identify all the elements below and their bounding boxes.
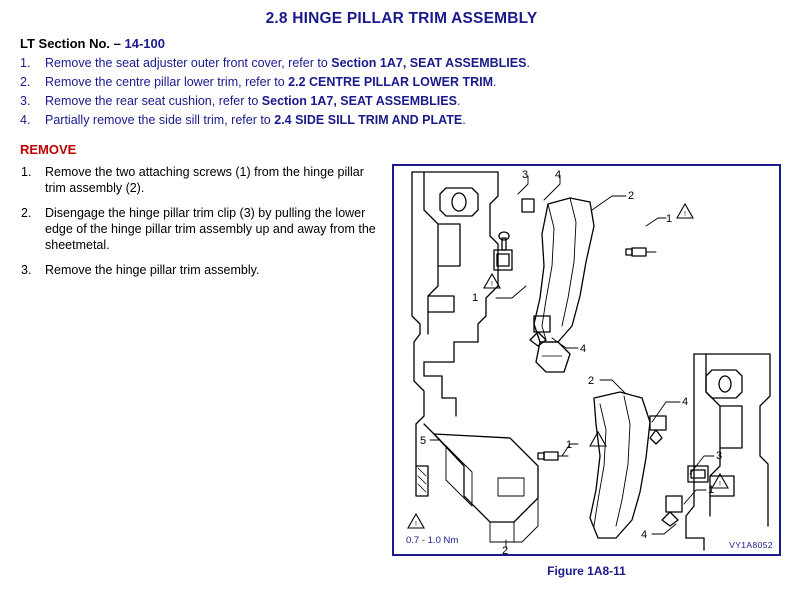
- preliminary-steps-list: [18, 56, 785, 129]
- torque-note: [406, 535, 458, 546]
- remove-section-body: [18, 164, 785, 578]
- svg-text:!: !: [684, 211, 686, 218]
- lt-section-label: LT Section No. –: [20, 36, 125, 51]
- callout-1-upper-left: 1: [472, 292, 479, 304]
- list-item: [18, 94, 785, 110]
- list-item-number: 3.: [20, 94, 31, 109]
- list-item-number: 3.: [21, 263, 32, 277]
- remove-steps-list: [18, 164, 384, 278]
- list-item-number: 4.: [20, 113, 31, 128]
- svg-text:!: !: [719, 481, 721, 488]
- list-item-text: Disengage the hinge pillar trim clip (3) by pulling the lower edge of the hinge pillar trim assembly up and away from the sheetmetal.: [45, 206, 376, 252]
- torque-value: 0.7 - 1.0 Nm: [406, 535, 459, 546]
- list-item-text-end: .: [526, 56, 530, 70]
- callout-1-lower-right: 1: [708, 484, 715, 496]
- list-item: [18, 75, 785, 91]
- callout-3-upper: 3: [522, 169, 529, 181]
- callout-2-lower: 2: [588, 375, 595, 387]
- list-item-text: Remove the two attaching screws (1) from the hinge pillar trim assembly (2).: [45, 165, 364, 195]
- figure-code: VY1A8052: [729, 540, 773, 550]
- callout-4-upper: 4: [555, 169, 562, 181]
- page-title: 2.8 HINGE PILLAR TRIM ASSEMBLY: [265, 10, 538, 27]
- remove-steps-column: [18, 164, 384, 287]
- figure-caption: Figure 1A8-11: [547, 564, 626, 578]
- list-item: [18, 164, 384, 196]
- list-item-text-end: .: [456, 94, 461, 109]
- callout-3-lower: 3: [716, 450, 723, 462]
- cross-reference-link[interactable]: 2.2 CENTRE PILLAR LOWER TRIM: [288, 75, 494, 90]
- lt-section-value: 14-100: [124, 36, 165, 51]
- callout-4-upper-lower: 4: [580, 343, 587, 355]
- list-item-text: Partially remove the side sill trim, refer to: [45, 113, 275, 128]
- callout-2-lower-bottom: 2: [502, 545, 509, 554]
- cross-reference-link[interactable]: Section 1A7, SEAT ASSEMBLIES: [331, 56, 527, 70]
- cross-reference-link[interactable]: 2.4 SIDE SILL TRIM AND PLATE: [274, 113, 463, 128]
- list-item-number: 2.: [20, 75, 31, 90]
- remove-section-heading: REMOVE: [20, 142, 77, 157]
- list-item-text-end: .: [462, 113, 466, 128]
- list-item-text-end: .: [493, 75, 497, 90]
- callout-4-lower-bottom: 4: [641, 529, 648, 541]
- callout-1-lower-left: 1: [566, 439, 573, 451]
- hinge-pillar-trim-diagram: [394, 166, 779, 554]
- list-item-text: Remove the rear seat cushion, refer to: [45, 94, 262, 109]
- callout-2-upper: 2: [628, 190, 635, 202]
- list-item-text: Remove the seat adjuster outer front cover, refer to: [45, 56, 332, 70]
- list-item-text: Remove the hinge pillar trim assembly.: [45, 263, 260, 277]
- list-item-text: Remove the centre pillar lower trim, refer to: [45, 75, 289, 90]
- list-item-number: 1.: [21, 165, 32, 179]
- callout-1-upper-right: 1: [666, 213, 673, 225]
- list-item: [18, 56, 785, 72]
- callout-4-lower: 4: [682, 396, 689, 408]
- svg-text:!: !: [415, 521, 417, 528]
- list-item-number: 1.: [20, 56, 31, 70]
- svg-text:!: !: [597, 439, 599, 446]
- callout-5-lower: 5: [420, 435, 427, 447]
- list-item: [18, 205, 384, 253]
- lt-section-line: [20, 36, 785, 51]
- svg-text:!: !: [491, 281, 493, 288]
- list-item: [18, 262, 384, 278]
- list-item: [18, 113, 785, 129]
- figure-illustration: [392, 164, 781, 556]
- figure-column: [392, 164, 785, 578]
- list-item-number: 2.: [21, 206, 32, 220]
- cross-reference-link[interactable]: Section 1A7, SEAT ASSEMBLIES: [261, 94, 457, 109]
